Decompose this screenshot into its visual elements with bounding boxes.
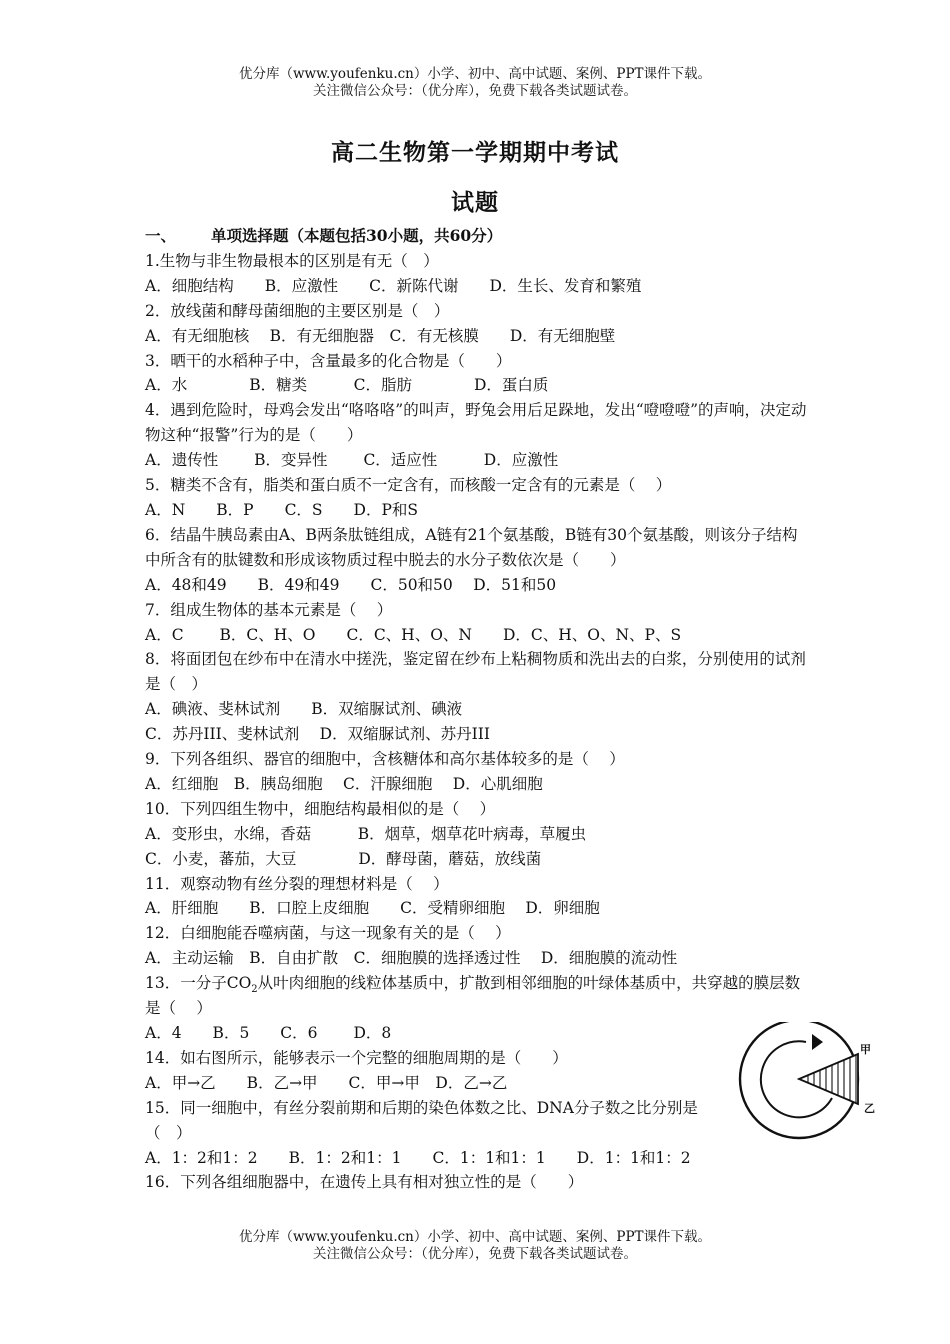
question-4-stem: 4．遇到危险时，母鸡会发出“咯咯咯”的叫声，野兔会用后足跺地，发出“噔噔噔”的声响，决定动物这种“报警”行为的是（ ） (145, 401, 807, 445)
question-5-options: A．N B．P C．S D．P和S (145, 500, 419, 519)
question-7-stem: 7．组成生物体的基本元素是（ ） (145, 600, 393, 619)
question-3-options: A．水 B．糖类 C．脂肪 D．蛋白质 (145, 376, 549, 395)
question-15-stem: 15．同一细胞中，有丝分裂前期和后期的染色体数之比、DNA分子数之比分别是（ ） (145, 1098, 698, 1142)
footer-line-2: 关注微信公众号：（优分库），免费下载各类试题试卷。 (313, 1246, 637, 1262)
question-11-stem: 11．观察动物有丝分裂的理想材料是（ ） (145, 874, 449, 893)
page-footer (0, 1229, 950, 1263)
question-8-options-cd: C．苏丹III、斐林试剂 D．双缩脲试剂、苏丹III (145, 725, 490, 744)
question-12-stem: 12．白细胞能吞噬病菌，与这一现象有关的是（ ） (145, 924, 511, 943)
question-1-stem: 1.生物与非生物最根本的区别是有无（ ） (145, 251, 439, 270)
section-label: 单项选择题（本题包括30小题，共60分） (211, 226, 503, 245)
question-13-stem-b: 从叶肉细胞的线粒体基质中，扩散到相邻细胞的叶绿体基质中，共穿越的膜层数是（ ） (145, 974, 801, 1018)
question-13-stem (145, 971, 810, 1021)
question-8-options-ab: A．碘液、斐林试剂 B．双缩脲试剂、碘液 (145, 700, 463, 719)
section-heading (145, 224, 810, 249)
question-6-stem: 6．结晶牛胰岛素由A、B两条肽链组成，A链有21个氨基酸，B链有30个氨基酸，则该分子结构中所含有的肽键数和形成该物质过程中脱去的水分子数依次是（ ） (145, 525, 798, 569)
cycle-arrow-icon (812, 1034, 823, 1050)
question-3-stem: 3．晒干的水稻种子中，含量最多的化合物是（ ） (145, 351, 512, 370)
question-list (145, 224, 810, 1195)
footer-line-1: 优分库（www.youfenku.cn）小学、初中、高中试题、案例、PPT课件下载。 (238, 1229, 712, 1245)
question-14-options: A．甲→乙 B．乙→甲 C．甲→甲 D．乙→乙 (145, 1073, 508, 1092)
question-4-options: A．遗传性 B．变异性 C．适应性 D．应激性 (145, 451, 559, 470)
question-2-options: A．有无细胞核 B．有无细胞器 C．有无核膜 D．有无细胞壁 (145, 326, 616, 345)
header-line-1: 优分库（www.youfenku.cn）小学、初中、高中试题、案例、PPT课件下载。 (238, 66, 712, 82)
question-6-options: A．48和49 B．49和49 C．50和50 D．51和50 (145, 575, 557, 594)
question-8-stem: 8．将面团包在纱布中在清水中搓洗，鉴定留在纱布上粘稠物质和洗出去的白浆，分别使用的试剂是（ ） (145, 650, 806, 694)
question-1-options: A．细胞结构 B．应激性 C．新陈代谢 D．生长、发育和繁殖 (145, 276, 642, 295)
question-10-stem: 10．下列四组生物中，细胞结构最相似的是（ ） (145, 799, 496, 818)
page-header (0, 66, 950, 100)
question-13-stem-a: 13．一分子CO (145, 974, 252, 993)
question-11-options: A．肝细胞 B．口腔上皮细胞 C．受精卵细胞 D．卵细胞 (145, 899, 600, 918)
question-12-options: A．主动运输 B．自由扩散 C．细胞膜的选择透过性 D．细胞膜的流动性 (145, 949, 678, 968)
question-15-options: A．1：2和1：2 B．1：2和1：1 C．1：1和1：1 D．1：1和1：2 (145, 1148, 691, 1167)
question-10-options-cd: C．小麦，蕃茄，大豆 D．酵母菌，蘑菇，放线菌 (145, 849, 542, 868)
section-number: 一、 (145, 226, 177, 245)
question-2-stem: 2．放线菌和酵母菌细胞的主要区别是（ ） (145, 301, 450, 320)
exam-title: 高二生物第一学期期中考试 (331, 139, 619, 166)
question-9-stem: 9．下列各组织、器官的细胞中，含核糖体和高尔基体较多的是（ ） (145, 750, 625, 769)
figure-label-yi: 乙 (864, 1102, 875, 1115)
question-5-stem: 5．糖类不含有，脂类和蛋白质不一定含有，而核酸一定含有的元素是（ ） (145, 476, 672, 495)
figure-label-jia: 甲 (860, 1043, 871, 1056)
question-13-subscript: 2 (251, 984, 258, 996)
question-7-options: A．C B．C、H、O C．C、H、O、N D．C、H、O、N、P、S (145, 625, 682, 644)
exam-subtitle: 试题 (451, 189, 499, 216)
cell-cycle-figure (732, 1022, 882, 1148)
question-10-options-ab: A．变形虫，水绵，香菇 B．烟草，烟草花叶病毒，草履虫 (145, 824, 587, 843)
question-16-stem: 16．下列各组细胞器中，在遗传上具有相对独立性的是（ ） (145, 1173, 584, 1192)
question-14-stem: 14．如右图所示，能够表示一个完整的细胞周期的是（ ） (145, 1048, 568, 1067)
header-line-2: 关注微信公众号：（优分库），免费下载各类试题试卷。 (313, 83, 637, 99)
question-9-options: A．红细胞 B．胰岛细胞 C．汗腺细胞 D．心肌细胞 (145, 774, 543, 793)
question-13-options: A．4 B．5 C．6 D．8 (145, 1024, 392, 1042)
